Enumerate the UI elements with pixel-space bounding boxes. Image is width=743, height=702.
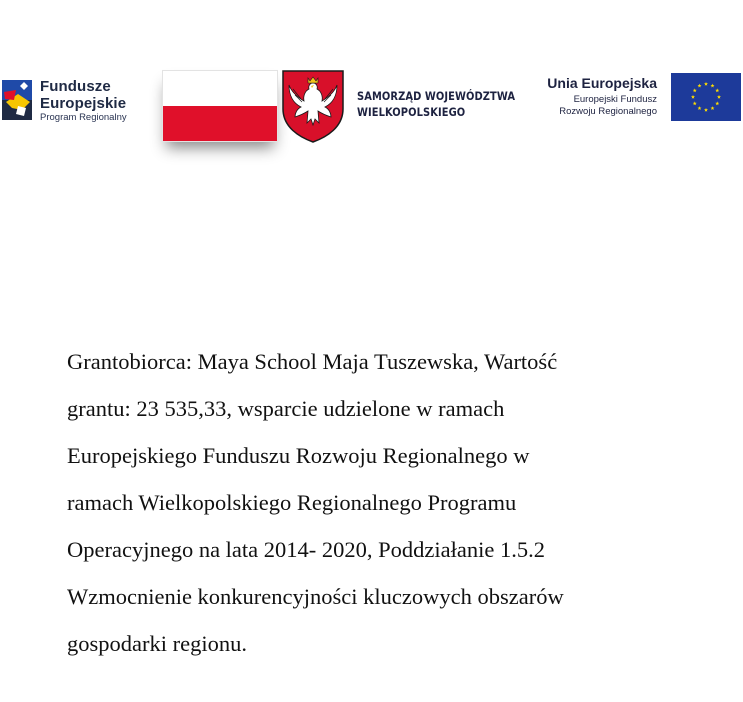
wielkopolska-coat-of-arms-icon: [281, 69, 345, 143]
grant-line: gospodarki regionu.: [67, 631, 247, 656]
unia-line1: Unia Europejska: [547, 75, 657, 91]
unia-line2: Europejski Fundusz: [573, 94, 657, 105]
grant-line: ramach Wielkopolskiego Regionalnego Programu: [67, 490, 517, 515]
grant-line: grantu: 23 535,33, wsparcie udzielone w ramach: [67, 396, 505, 421]
unia-line3: Rozwoju Regionalnego: [559, 105, 657, 117]
unia-europejska-text: [547, 76, 657, 118]
grant-line: Operacyjnego na lata 2014- 2020, Poddziałanie 1.5.2: [67, 537, 545, 562]
fundusze-europejskie-text: [40, 79, 127, 123]
poland-flag: [162, 70, 278, 142]
eu-flag-icon: [671, 73, 741, 121]
fundusze-line3: Program Regionalny: [40, 112, 127, 123]
samorzad-line2: WIELKOPOLSKIEGO: [357, 105, 466, 119]
poland-flag-white: [163, 71, 277, 106]
poland-flag-icon: [162, 70, 278, 142]
logo-bar: [0, 0, 743, 160]
fundusze-line1: Fundusze: [40, 78, 111, 95]
fundusze-europejskie-logo-icon: [2, 72, 34, 128]
samorzad-wojewodztwa-text: [357, 88, 515, 120]
poland-flag-red: [163, 106, 277, 141]
fundusze-europejskie-logo: [2, 72, 162, 128]
samorzad-line1: SAMORZĄD WOJEWÓDZTWA: [357, 89, 516, 103]
grant-line: Wzmocnienie konkurencyjności kluczowych obszarów: [67, 584, 564, 609]
grant-line: Europejskiego Funduszu Rozwoju Regionalnego w: [67, 443, 530, 468]
fundusze-line2: Europejskie: [40, 95, 127, 112]
grant-info-text: [67, 338, 687, 667]
grant-line: Grantobiorca: Maya School Maja Tuszewska, Wartość: [67, 349, 558, 374]
